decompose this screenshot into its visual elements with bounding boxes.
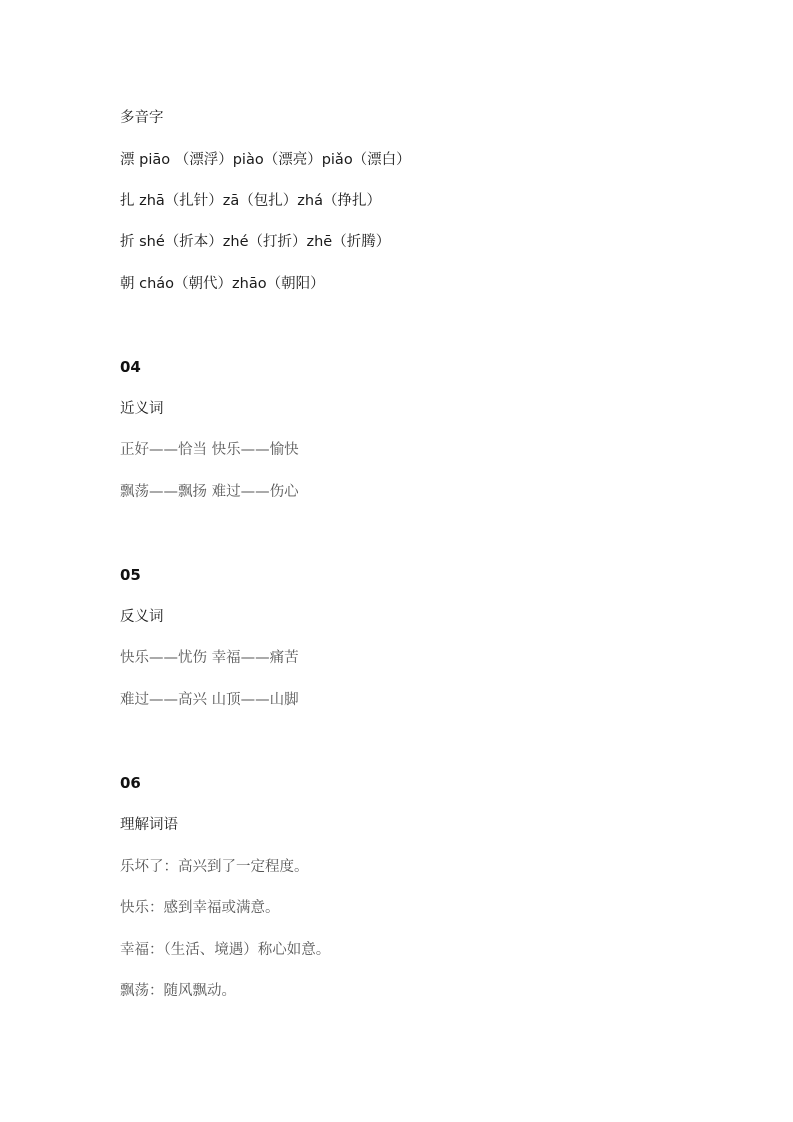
antonyms-line: 难过——高兴 山顶——山脚 [120, 692, 299, 708]
understanding-line: 快乐：感到幸福或满意。 [120, 900, 280, 916]
polyphonic-line: 漂 piāo （漂浮）piào（漂亮）piǎo（漂白） [120, 152, 411, 168]
polyphonic-line: 折 shé（折本）zhé（打折）zhē（折腾） [120, 234, 391, 250]
antonyms-line: 快乐——忧伤 幸福——痛苦 [120, 650, 299, 666]
section-number: 05 [120, 566, 141, 584]
section-number: 04 [120, 358, 141, 376]
polyphonic-line: 扎 zhā（扎针）zā（包扎）zhá（挣扎） [120, 193, 381, 209]
section-number: 06 [120, 774, 141, 792]
understanding-line: 幸福：（生活、境遇）称心如意。 [120, 942, 331, 958]
understanding-line: 乐坏了：高兴到了一定程度。 [120, 859, 309, 875]
synonyms-line: 飘荡——飘扬 难过——伤心 [120, 484, 299, 500]
synonyms-heading: 近义词 [120, 401, 164, 417]
polyphonic-heading: 多音字 [120, 110, 164, 126]
antonyms-heading: 反义词 [120, 609, 164, 625]
understanding-heading: 理解词语 [120, 817, 178, 833]
polyphonic-line: 朝 cháo（朝代）zhāo（朝阳） [120, 276, 325, 292]
understanding-line: 飘荡：随风飘动。 [120, 983, 236, 999]
synonyms-line: 正好——恰当 快乐——愉快 [120, 442, 299, 458]
